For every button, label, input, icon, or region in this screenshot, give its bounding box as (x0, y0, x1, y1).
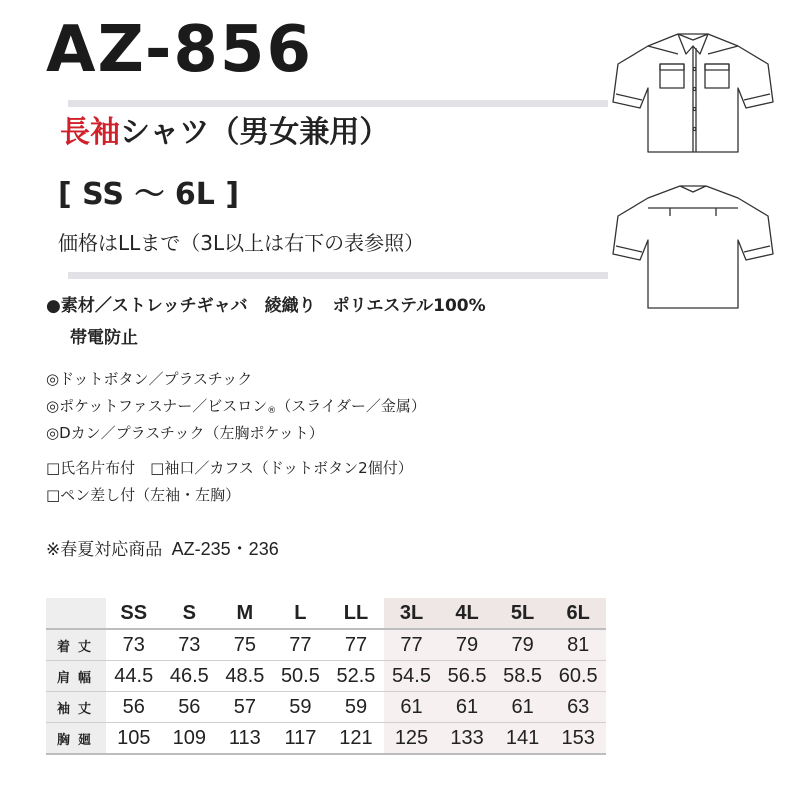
size-header: M (217, 598, 273, 629)
table-cell: 81 (550, 629, 606, 661)
size-header: LL (328, 598, 384, 629)
table-cell: 141 (495, 723, 551, 755)
size-header: SS (106, 598, 162, 629)
size-header: L (273, 598, 329, 629)
row-label: 着丈 (46, 629, 106, 661)
table-cell: 113 (217, 723, 273, 755)
size-header: S (162, 598, 218, 629)
title-rest: シャツ（男女兼用） (120, 115, 390, 150)
table-cell: 105 (106, 723, 162, 755)
table-cell: 61 (439, 692, 495, 723)
checks-line-1: □氏名片布付 □袖口／カフス（ドットボタン2個付） (46, 459, 413, 477)
registered-mark: ® (267, 406, 277, 416)
table-cell: 79 (495, 629, 551, 661)
table-cell: 46.5 (162, 661, 218, 692)
table-cell: 59 (273, 692, 329, 723)
table-cell: 61 (384, 692, 440, 723)
price-note: 価格はLLまで（3L以上は右下の表参照） (58, 231, 425, 255)
table-corner (46, 598, 106, 629)
table-cell: 79 (439, 629, 495, 661)
table-cell: 73 (162, 629, 218, 661)
table-cell: 50.5 (273, 661, 329, 692)
pocket-fastener-spec (46, 399, 426, 416)
table-cell: 60.5 (550, 661, 606, 692)
table-cell: 77 (384, 629, 440, 661)
buttons-spec: ◎ドットボタン／プラスチック (46, 370, 253, 388)
size-header: 4L (439, 598, 495, 629)
table-cell: 133 (439, 723, 495, 755)
shirt-back-illustration (608, 178, 778, 313)
pocket-fastener-tail: （スライダー／金属） (276, 397, 426, 415)
table-cell: 56 (106, 692, 162, 723)
summer-codes: AZ-235・236 (171, 539, 279, 559)
size-header: 5L (495, 598, 551, 629)
table-cell: 63 (550, 692, 606, 723)
table-cell: 56.5 (439, 661, 495, 692)
table-row (46, 629, 606, 661)
size-table (46, 598, 606, 755)
table-cell: 52.5 (328, 661, 384, 692)
product-title (60, 115, 390, 150)
table-cell: 117 (273, 723, 329, 755)
table-row (46, 692, 606, 723)
size-header-row (46, 598, 606, 629)
table-cell: 125 (384, 723, 440, 755)
table-cell: 73 (106, 629, 162, 661)
table-cell: 109 (162, 723, 218, 755)
checks-line-2: □ペン差し付（左袖・左胸） (46, 486, 241, 504)
table-cell: 58.5 (495, 661, 551, 692)
row-label: 胸廻 (46, 723, 106, 755)
row-label: 肩幅 (46, 661, 106, 692)
table-cell: 59 (328, 692, 384, 723)
size-header: 6L (550, 598, 606, 629)
table-cell: 54.5 (384, 661, 440, 692)
title-sleeve: 長袖 (60, 115, 120, 150)
divider-top (68, 100, 608, 107)
pocket-fastener-text: ◎ポケットファスナー／ビスロン (46, 397, 268, 415)
model-number: AZ-856 (46, 13, 313, 87)
table-cell: 44.5 (106, 661, 162, 692)
antistatic-line: 帯電防止 (70, 328, 138, 348)
d-ring-spec: ◎Dカン／プラスチック（左胸ポケット） (46, 424, 324, 442)
table-cell: 61 (495, 692, 551, 723)
table-cell: 77 (273, 629, 329, 661)
size-header: 3L (384, 598, 440, 629)
table-cell: 56 (162, 692, 218, 723)
table-row (46, 723, 606, 755)
summer-label: ※春夏対応商品 (46, 540, 163, 560)
material-line: ●素材／ストレッチギャバ 綾織り ポリエステル100% (46, 296, 486, 316)
shirt-front-illustration (608, 24, 778, 159)
table-row (46, 661, 606, 692)
table-cell: 75 (217, 629, 273, 661)
row-label: 袖丈 (46, 692, 106, 723)
table-cell: 48.5 (217, 661, 273, 692)
table-cell: 121 (328, 723, 384, 755)
table-cell: 57 (217, 692, 273, 723)
size-range: [ SS ～ 6L ] (58, 177, 240, 212)
summer-note (46, 540, 279, 559)
table-cell: 153 (550, 723, 606, 755)
table-cell: 77 (328, 629, 384, 661)
divider-middle (68, 272, 608, 279)
